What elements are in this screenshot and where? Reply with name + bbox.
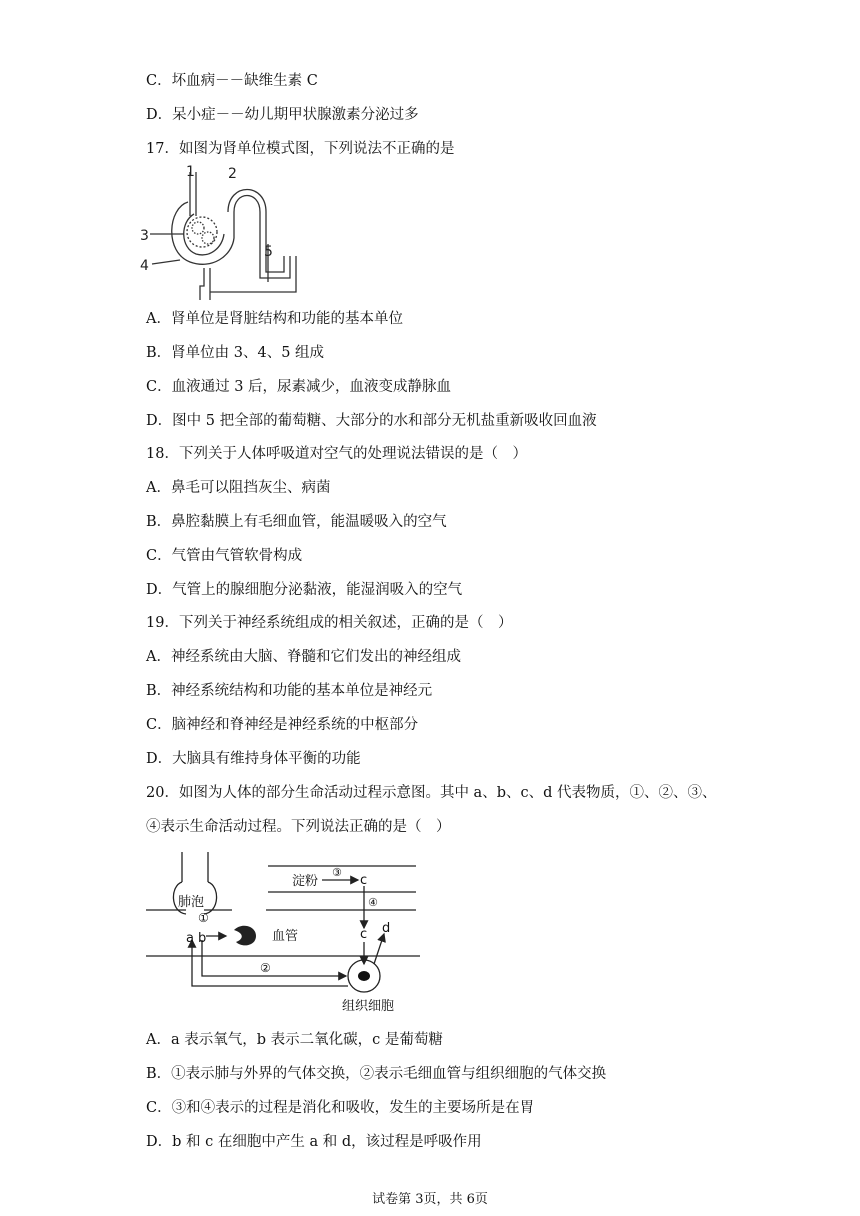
q20-stem-line1: 20．如图为人体的部分生命活动过程示意图。其中 a、b、c、d 代表物质，①、②、③、 [146, 785, 717, 801]
q20-option-b: B．①表示肺与外界的气体交换，②表示毛细血管与组织细胞的气体交换 [146, 1066, 607, 1082]
nephron-label-3: 3 [140, 228, 149, 244]
nephron-diagram [140, 160, 300, 300]
q20-stem-line2: ④表示生命活动过程。下列说法正确的是（ ） [146, 819, 451, 835]
process-2-label: ② [260, 961, 271, 975]
q16-option-d: D．呆小症－－幼儿期甲状腺激素分泌过多 [146, 107, 419, 123]
q18-option-d: D．气管上的腺细胞分泌黏液，能湿润吸入的空气 [146, 582, 463, 598]
q17-option-c: C．血液通过 3 后，尿素减少，血液变成静脉血 [146, 379, 452, 395]
q18-stem: 18．下列关于人体呼吸道对空气的处理说法错误的是（ ） [146, 446, 527, 462]
page-footer: 试卷第 3页，共 6页 [372, 1192, 488, 1207]
process-3-label: ③ [332, 866, 342, 879]
nephron-label-5: 5 [264, 244, 273, 260]
q19-option-a: A．神经系统由大脑、脊髓和它们发出的神经组成 [146, 649, 461, 665]
q18-option-c: C．气管由气管软骨构成 [146, 548, 303, 564]
nephron-label-2: 2 [228, 166, 237, 182]
alveolus-label: 肺泡 [178, 895, 205, 910]
cell-nucleus [358, 971, 370, 981]
vessel-label: 血管 [272, 929, 299, 944]
label-d: d [382, 921, 391, 936]
q17-stem: 17．如图为肾单位模式图，下列说法不正确的是 [146, 141, 455, 157]
red-blood-cell-icon [234, 926, 256, 946]
q19-option-c: C．脑神经和脊神经是神经系统的中枢部分 [146, 717, 419, 733]
q19-option-d: D．大脑具有维持身体平衡的功能 [146, 751, 361, 767]
nephron-label-4: 4 [140, 258, 149, 274]
process-4-label: ④ [368, 896, 378, 909]
q17-option-a: A．肾单位是肾脏结构和功能的基本单位 [146, 311, 403, 327]
label-a: a [186, 931, 194, 946]
q19-stem: 19．下列关于神经系统组成的相关叙述，正确的是（ ） [146, 615, 513, 631]
label-c-bottom: c [360, 927, 368, 942]
q18-option-a: A．鼻毛可以阻挡灰尘、病菌 [146, 480, 331, 496]
nephron-label-1: 1 [186, 164, 195, 180]
label-b: b [198, 931, 207, 946]
q16-option-c: C．坏血病－－缺维生素 C [146, 73, 318, 89]
starch-label: 淀粉 [292, 874, 319, 889]
q20-option-d: D．b 和 c 在细胞中产生 a 和 d，该过程是呼吸作用 [146, 1134, 482, 1150]
q17-option-d: D．图中 5 把全部的葡萄糖、大部分的水和部分无机盐重新吸收回血液 [146, 413, 597, 429]
q17-option-b: B．肾单位由 3、4、5 组成 [146, 345, 325, 361]
q20-option-c: C．③和④表示的过程是消化和吸收，发生的主要场所是在胃 [146, 1100, 535, 1116]
q20-option-a: A．a 表示氧气，b 表示二氧化碳，c 是葡萄糖 [146, 1032, 443, 1048]
process-1-label: ① [198, 911, 209, 925]
q18-option-b: B．鼻腔黏膜上有毛细血管，能温暖吸入的空气 [146, 514, 447, 530]
q19-option-b: B．神经系统结构和功能的基本单位是神经元 [146, 683, 433, 699]
life-activity-diagram [146, 848, 420, 1020]
tissue-cell-label: 组织细胞 [342, 999, 395, 1014]
label-c-top: c [360, 873, 368, 888]
